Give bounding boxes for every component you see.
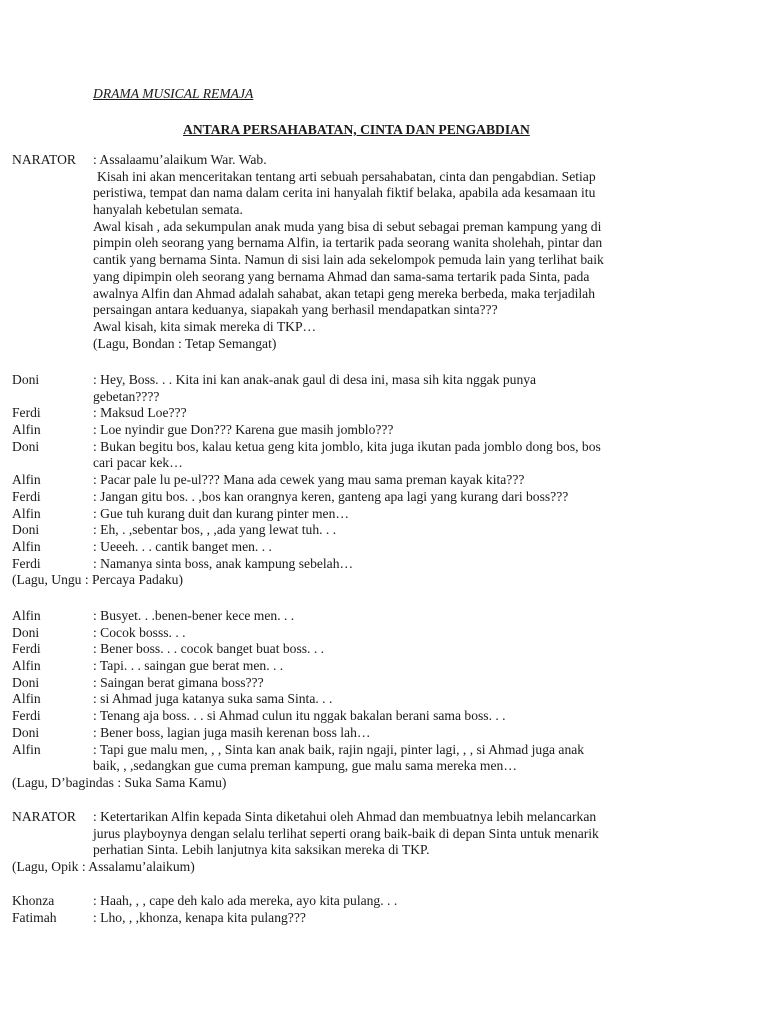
dialogue-text: : Saingan berat gimana boss??? [93,674,264,690]
dialogue-text: : Hey, Boss. . . Kita ini kan anak-anak gaul di desa ini, masa sih kita nggak punya [93,372,537,387]
dialogue-text: gebetan???? [93,388,160,404]
song-line [12,572,752,589]
narration-line [12,219,752,236]
dialogue-text: : Busyet. . .benen-bener kece men. . . [93,608,295,623]
narration-line [12,302,752,319]
dialogue-text: : Cocok bosss. . . [93,624,186,640]
dialogue-line [12,641,752,658]
narration-text: yang dipimpin oleh seorang yang bernama Ahmad dan sama-sama tertarik pada Sinta, pada [93,268,590,284]
dialogue-text: : Pacar pale lu pe-ul??? Mana ada cewek yang mau sama preman kayak kita??? [93,472,525,488]
speaker-name: Doni [12,372,40,387]
dialogue-line [12,422,752,439]
dialogue-line [12,522,752,539]
narration-text: : Ketertarikan Alfin kepada Sinta diketahui oleh Ahmad dan membuatnya lebih melancarkan [93,809,597,824]
dialogue-text: : Bener boss, lagian juga masih kerenan boss lah… [93,724,371,740]
dialogue-line [12,625,752,642]
dialogue-text: cari pacar kek… [93,455,183,471]
speaker-name: Doni [12,724,40,740]
dialogue-line [12,608,752,625]
narration-text: awalnya Alfin dan Ahmad adalah sahabat, akan tetapi geng mereka berbeda, maka terjadilah [93,285,595,301]
narration-line [12,826,752,843]
dialogue-line [12,910,752,927]
speaker-name [12,758,93,775]
narration-line [12,269,752,286]
speaker-name [12,455,93,472]
dialogue-line [12,506,752,523]
narration-text: cantik yang bernama Sinta. Namun di sisi lain ada sekelompok pemuda lain yang terlihat baik [93,252,604,268]
speaker-name: Alfin [12,741,41,757]
speaker-name: Alfin [12,422,41,438]
dialogue-line [12,691,752,708]
narration-line [12,169,752,186]
dialogue-text: : si Ahmad juga katanya suka sama Sinta. . . [93,691,333,707]
dialogue-text: : Ueeeh. . . cantik banget men. . . [93,538,272,554]
dialogue-line [12,472,752,489]
dialogue-text: : Lho, , ,khonza, kenapa kita pulang??? [93,909,306,925]
dialogue-text: : Loe nyindir gue Don??? Karena gue masih jomblo??? [93,422,394,438]
speaker-name: Alfin [12,691,41,707]
song-line [12,859,752,876]
dialogue-line [12,539,752,556]
speaker-name: NARATOR [12,152,76,167]
speaker-name: Alfin [12,538,41,554]
narration-opening [12,152,752,352]
dialogue-line [12,372,752,389]
narration-text: perhatian Sinta. Lebih lanjutnya kita saksikan mereka di TKP. [93,842,430,858]
narration-text: hanyalah kebetulan semata. [93,202,243,218]
song-text: (Lagu, Bondan : Tetap Semangat) [93,335,277,351]
narration-text: Awal kisah , ada sekumpulan anak muda yang bisa di sebut sebagai preman kampung yang di [93,218,602,234]
speaker-name: NARATOR [12,809,76,824]
speaker-name: Doni [12,438,40,454]
dialogue-text: : Tapi gue malu men, , , Sinta kan anak baik, rajin ngaji, pinter lagi, , , si Ahmad juga anak [93,741,585,757]
speaker-name: Ferdi [12,405,41,421]
dialogue-line [12,389,752,406]
dialogue-line [12,658,752,675]
dialogue-text: : Gue tuh kurang duit dan kurang pinter men… [93,505,349,521]
dialogue-text: : Jangan gitu bos. . ,bos kan orangnya keren, ganteng apa lagi yang kurang dari boss??? [93,488,569,504]
document-subtitle: ANTARA PERSAHABATAN, CINTA DAN PENGABDIAN [183,122,530,137]
narration-text: Awal kisah, kita simak mereka di TKP… [93,318,317,334]
dialogue-scene-1 [12,372,752,589]
speaker-name: Doni [12,522,40,538]
dialogue-text: : Tenang aja boss. . . si Ahmad culun itu nggak bakalan berani sama boss. . . [93,708,506,724]
speaker-name: Fatimah [12,909,57,925]
narration-text: jurus playboynya dengan selalu terlihat seperti orang baik-baik di depan Sinta untuk menarik [93,825,599,841]
narration-line [12,185,752,202]
dialogue-line [12,455,752,472]
dialogue-text: : Bener boss. . . cocok banget buat boss. . . [93,641,325,657]
dialogue-scene-2 [12,608,752,792]
narration-line [12,842,752,859]
song-text: (Lagu, Ungu : Percaya Padaku) [12,572,183,588]
narration-line [12,202,752,219]
dialogue-line [12,742,752,759]
speaker-name: Alfin [12,608,41,623]
speaker-name: Alfin [12,505,41,521]
dialogue-line [12,489,752,506]
narration-line [12,152,752,169]
dialogue-line [12,556,752,573]
dialogue-text: baik, , ,sedangkan gue cuma preman kampung, gue malu sama mereka men… [93,758,517,774]
narration-line [12,809,752,826]
narration-line [12,286,752,303]
speaker-name [12,389,93,406]
dialogue-text: : Eh, . ,sebentar bos, , ,ada yang lewat tuh. . . [93,522,337,538]
dialogue-line [12,708,752,725]
speaker-name: Ferdi [12,488,41,504]
dialogue-line [12,405,752,422]
song-text: (Lagu, Opik : Assalamu’alaikum) [12,859,195,875]
dialogue-line [12,893,752,910]
speaker-name: Alfin [12,658,41,674]
speaker-name: Doni [12,624,40,640]
dialogue-text: : Maksud Loe??? [93,405,187,421]
dialogue-line [12,725,752,742]
speaker-name: Ferdi [12,555,41,571]
narration-second [12,809,752,876]
narration-text: : Assalaamu’alaikum War. Wab. [93,152,267,167]
speaker-name: Doni [12,674,40,690]
dialogue-text: : Bukan begitu bos, kalau ketua geng kita jomblo, kita juga ikutan pada jomblo dong bos, bos [93,438,601,454]
dialogue-scene-3 [12,893,752,926]
speaker-name: Khonza [12,893,55,908]
narration-text: persaingan antara keduanya, siapakah yang berhasil mendapatkan sinta??? [93,302,498,318]
dialogue-text: : Haah, , , cape deh kalo ada mereka, ayo kita pulang. . . [93,893,398,908]
song-text: (Lagu, D’bagindas : Suka Sama Kamu) [12,774,227,790]
narration-text: Kisah ini akan menceritakan tentang arti sebuah persahabatan, cinta dan pengabdian. Setiap [97,168,596,184]
narration-text: peristiwa, tempat dan nama dalam cerita ini hanyalah fiktif belaka, apabila ada kesamaan itu [93,185,596,201]
narration-text: pimpin oleh seorang yang bernama Alfin, ia tertarik pada seorang wanita sholehah, pintar dan [93,235,603,251]
narration-line [12,252,752,269]
document-title: DRAMA MUSICAL REMAJA [93,86,254,101]
dialogue-line [12,439,752,456]
dialogue-text: : Namanya sinta boss, anak kampung sebelah… [93,555,354,571]
narration-line [12,319,752,336]
dialogue-text: : Tapi. . . saingan gue berat men. . . [93,658,284,674]
song-line [12,775,752,792]
speaker-name: Alfin [12,472,41,488]
speaker-name: Ferdi [12,708,41,724]
narration-line [12,235,752,252]
dialogue-line [12,675,752,692]
song-line [12,336,752,353]
speaker-name: Ferdi [12,641,41,657]
dialogue-line [12,758,752,775]
